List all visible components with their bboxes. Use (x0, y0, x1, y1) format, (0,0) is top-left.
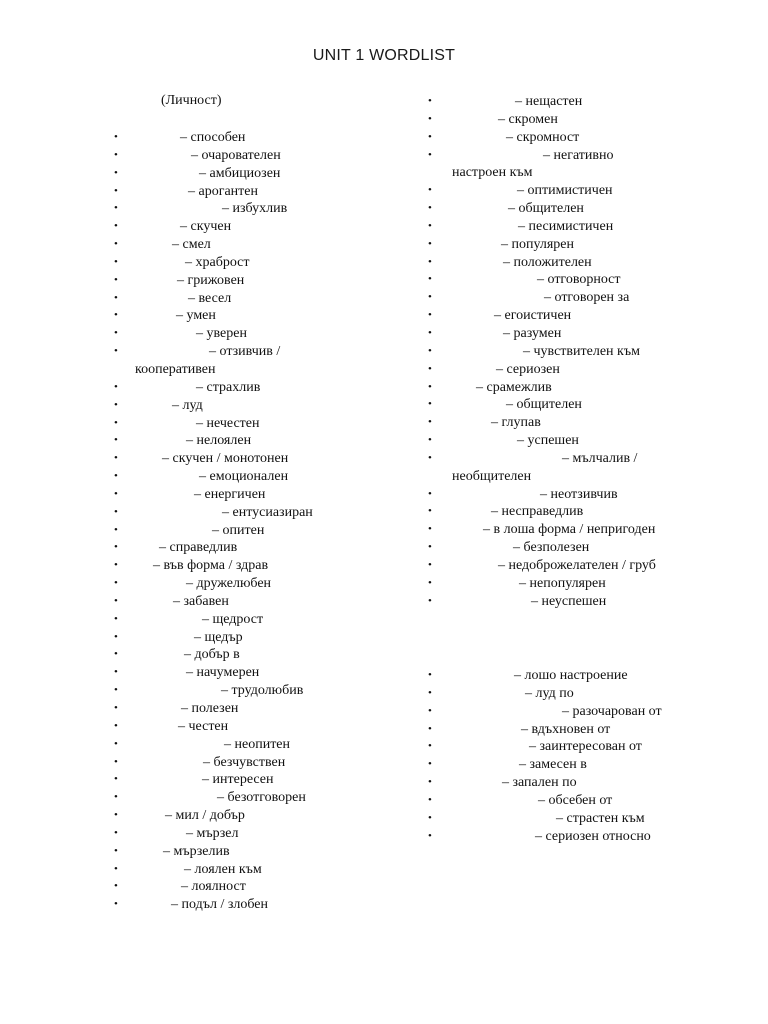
bullet-icon: • (114, 648, 118, 661)
list-item (428, 539, 768, 557)
list-item (114, 486, 434, 504)
bullet-icon: • (114, 505, 118, 518)
word-entry: – безотговорен (217, 790, 306, 806)
bullet-icon: • (428, 95, 432, 107)
bullet-icon: • (114, 809, 118, 822)
list-item (428, 575, 768, 593)
list-item (428, 271, 768, 289)
word-entry: – емоционален (199, 469, 289, 485)
word-entry: – опитен (212, 522, 265, 538)
list-item (114, 611, 434, 629)
word-entry: – сериозен относно (535, 828, 651, 844)
list-item (428, 379, 768, 397)
word-entry-continuation: настроен към (452, 165, 533, 181)
bullet-icon: • (114, 398, 118, 411)
bullet-icon: • (428, 202, 432, 215)
word-entry: – положителен (503, 254, 592, 270)
word-entry: – несправедлив (491, 504, 584, 520)
word-entry: – страхлив (196, 379, 261, 395)
word-entry: – страстен към (556, 810, 645, 826)
list-item (114, 896, 434, 914)
list-item (114, 700, 434, 718)
list-item (428, 828, 768, 846)
bullet-icon: • (114, 826, 118, 839)
word-entry: – обсебен от (538, 792, 613, 808)
word-entry: – вдъхновен от (521, 721, 611, 737)
word-entry: – успешен (517, 433, 579, 449)
word-entry: – безчувствен (203, 754, 286, 770)
list-item (428, 236, 768, 254)
bullet-icon: • (114, 184, 118, 197)
list-item (428, 756, 768, 774)
left-word-list (114, 129, 434, 914)
word-entry: – неотзивчив (540, 486, 618, 502)
word-entry-continuation: кооперативен (135, 361, 216, 377)
bullet-icon: • (428, 434, 432, 447)
word-entry: – срамежлив (476, 379, 552, 395)
bullet-icon: • (428, 811, 432, 824)
word-entry: – скучен (180, 219, 232, 235)
list-item (428, 200, 768, 218)
list-item (114, 129, 434, 147)
word-entry: – общителен (506, 397, 582, 413)
bullet-icon: • (114, 755, 118, 768)
word-entry-continuation: необщителен (452, 468, 532, 484)
bullet-icon: • (428, 686, 432, 699)
word-entry: – дружелюбен (186, 576, 272, 592)
bullet-icon: • (114, 898, 118, 911)
list-item (114, 504, 434, 522)
bullet-icon: • (114, 148, 118, 161)
bullet-icon: • (114, 523, 118, 536)
list-item (428, 343, 768, 361)
word-entry: – полезен (181, 701, 239, 716)
list-item (114, 468, 434, 486)
list-item (428, 593, 768, 611)
word-entry: – глупав (491, 415, 541, 431)
list-item (114, 183, 434, 201)
bullet-icon: • (114, 434, 118, 447)
bullet-icon: • (428, 380, 432, 393)
word-entry: – разочарован от (562, 703, 662, 719)
bullet-icon: • (428, 722, 432, 735)
list-item (428, 254, 768, 272)
word-entry: – уверен (196, 326, 247, 342)
bullet-icon: • (114, 559, 118, 572)
word-entry: – заинтересован от (529, 739, 642, 755)
bullet-icon: • (428, 576, 432, 589)
word-entry: – трудолюбив (221, 683, 304, 699)
bullet-icon: • (428, 669, 432, 681)
word-entry: – отговорен за (544, 290, 630, 306)
bullet-icon: • (428, 344, 432, 357)
bullet-icon: • (114, 630, 118, 643)
list-item (428, 361, 768, 379)
bullet-icon: • (428, 273, 432, 286)
list-item (428, 810, 768, 828)
list-item (428, 557, 768, 575)
bullet-icon: • (114, 737, 118, 750)
word-entry: – енергичен (194, 486, 266, 502)
word-entry: – оптимистичен (517, 183, 613, 199)
bullet-icon: • (114, 844, 118, 857)
bullet-icon: • (428, 255, 432, 268)
list-item (114, 254, 434, 272)
word-entry: – популярен (501, 236, 575, 252)
word-entry: – запален по (502, 775, 577, 791)
word-entry: – щедър (194, 629, 243, 645)
bullet-icon: • (114, 416, 118, 429)
bullet-icon: • (114, 202, 118, 215)
bullet-icon: • (428, 758, 432, 771)
bullet-icon: • (114, 791, 118, 804)
list-item (428, 685, 768, 703)
list-item (114, 861, 434, 879)
list-item (114, 415, 434, 433)
word-entry: – недоброжелателен / груб (498, 557, 656, 573)
word-entry: – във форма / здрав (153, 558, 269, 574)
list-item (114, 379, 434, 397)
word-entry: – лоялност (181, 879, 246, 895)
word-entry: – добър в (184, 647, 240, 663)
list-item (114, 789, 434, 807)
list-item (114, 307, 434, 325)
list-item (428, 93, 768, 111)
bullet-icon: • (428, 505, 432, 518)
bullet-icon: • (114, 309, 118, 322)
list-item (114, 771, 434, 789)
word-entry: – отзивчив / (209, 344, 281, 360)
bullet-icon: • (114, 702, 118, 714)
bullet-icon: • (428, 398, 432, 411)
bullet-icon: • (114, 238, 118, 251)
bullet-icon: • (114, 327, 118, 340)
bullet-icon: • (428, 594, 432, 607)
list-item (114, 200, 434, 218)
bullet-icon: • (114, 380, 118, 393)
list-item (114, 575, 434, 593)
list-item (114, 522, 434, 540)
word-entry: – лошо настроение (514, 668, 628, 683)
word-entry: – мил / добър (165, 808, 245, 824)
word-entry: – храброст (185, 254, 250, 270)
bullet-icon: • (428, 112, 432, 125)
word-entry: – егоистичен (494, 308, 572, 324)
word-entry: – неуспешен (531, 593, 607, 609)
list-item (428, 182, 768, 200)
bullet-icon: • (428, 558, 432, 571)
bullet-icon: • (428, 309, 432, 322)
bullet-icon: • (428, 416, 432, 429)
list-item (428, 325, 768, 343)
list-item (428, 703, 768, 721)
list-item (114, 165, 434, 183)
bullet-icon: • (428, 740, 432, 753)
word-entry: – лоялен към (184, 861, 262, 877)
list-item (114, 432, 434, 450)
bullet-icon: • (114, 666, 118, 679)
bullet-icon: • (114, 880, 118, 893)
list-item (114, 664, 434, 682)
bullet-icon: • (114, 470, 118, 483)
list-item (114, 343, 434, 379)
bullet-icon: • (114, 773, 118, 786)
list-item (114, 736, 434, 754)
word-entry: – негативно (543, 147, 614, 163)
bullet-icon: • (114, 273, 118, 286)
bullet-icon: • (428, 130, 432, 143)
word-entry: – смел (172, 237, 211, 253)
list-item (114, 843, 434, 861)
word-entry: – способен (180, 130, 246, 145)
bullet-icon: • (114, 487, 118, 500)
list-item (428, 414, 768, 432)
list-item (114, 878, 434, 896)
list-item (114, 236, 434, 254)
word-entry: – умен (176, 308, 216, 324)
list-item (428, 792, 768, 810)
bullet-icon: • (428, 219, 432, 232)
list-item (114, 629, 434, 647)
list-item (428, 774, 768, 792)
bullet-icon: • (114, 131, 118, 143)
word-entry: – нещастен (515, 94, 583, 109)
bullet-icon: • (114, 594, 118, 607)
list-item (428, 432, 768, 450)
bullet-icon: • (428, 829, 432, 842)
word-entry: – нечестен (196, 415, 260, 431)
word-entry: – мързелив (163, 843, 230, 859)
list-item (428, 738, 768, 756)
word-entry: – скучен / монотонен (162, 451, 289, 467)
word-entry: – мълчалив / (562, 450, 638, 466)
word-entry: – разумен (503, 325, 562, 341)
bullet-icon: • (114, 291, 118, 304)
list-item (428, 218, 768, 236)
list-item (114, 397, 434, 415)
bullet-icon: • (428, 148, 432, 161)
list-item (114, 754, 434, 772)
list-item (114, 825, 434, 843)
bullet-icon: • (428, 237, 432, 250)
list-item (114, 682, 434, 700)
word-entry: – скромност (506, 129, 580, 145)
word-entry: – забавен (173, 593, 229, 609)
bullet-icon: • (114, 345, 118, 358)
bullet-icon: • (428, 776, 432, 789)
word-entry: – замесен в (519, 757, 587, 773)
word-entry: – луд (172, 397, 203, 413)
bullet-icon: • (114, 541, 118, 554)
bullet-icon: • (428, 793, 432, 806)
list-item (428, 450, 768, 486)
word-entry: – арогантен (188, 183, 258, 199)
list-item (428, 521, 768, 539)
word-entry: – интересен (202, 772, 274, 788)
word-entry: – весел (188, 290, 232, 306)
word-entry: – честен (178, 718, 229, 734)
list-item (428, 486, 768, 504)
word-entry: – песимистичен (518, 218, 614, 234)
list-item (114, 557, 434, 575)
word-entry: – справедлив (159, 540, 238, 556)
bullet-icon: • (428, 704, 432, 717)
word-entry: – нелоялен (186, 433, 252, 449)
list-item (428, 396, 768, 414)
list-item (428, 147, 768, 183)
word-entry: – отговорност (537, 272, 621, 288)
word-entry: – грижовен (177, 272, 245, 288)
list-item (114, 450, 434, 468)
bullet-icon: • (428, 541, 432, 554)
word-entry: – непопулярен (519, 575, 606, 591)
list-item (114, 147, 434, 165)
list-item (114, 539, 434, 557)
word-entry: – подъл / злобен (171, 897, 268, 913)
bullet-icon: • (114, 577, 118, 590)
bullet-icon: • (428, 451, 432, 464)
word-entry: – сериозен (496, 361, 560, 377)
list-item (428, 307, 768, 325)
bullet-icon: • (114, 166, 118, 179)
list-item (114, 272, 434, 290)
bullet-icon: • (114, 220, 118, 233)
word-entry: – начумерен (186, 665, 260, 681)
word-entry: – амбициозен (199, 165, 281, 181)
bullet-icon: • (428, 326, 432, 339)
list-item (428, 503, 768, 521)
bullet-icon: • (428, 487, 432, 500)
word-entry: – скромен (498, 111, 558, 127)
bullet-icon: • (428, 184, 432, 197)
list-item (114, 290, 434, 308)
page-title: UNIT 1 WORDLIST (312, 47, 456, 64)
right-word-list-feelings (428, 667, 768, 845)
bullet-icon: • (114, 612, 118, 625)
bullet-icon: • (114, 255, 118, 268)
word-entry: – мързел (186, 825, 239, 841)
word-entry: – луд по (525, 685, 574, 701)
list-item (428, 129, 768, 147)
list-item (428, 667, 768, 685)
list-item (428, 289, 768, 307)
word-entry: – ентусиазиран (222, 504, 313, 520)
bullet-icon: • (114, 719, 118, 732)
word-entry: – в лоша форма / непригоден (483, 522, 656, 538)
word-entry: – чувствителен към (523, 343, 640, 359)
list-item (114, 646, 434, 664)
right-word-list (428, 93, 768, 610)
bullet-icon: • (428, 523, 432, 536)
list-item (114, 218, 434, 236)
section-heading-personality: (Личност) (161, 93, 222, 108)
word-entry: – избухлив (222, 201, 288, 217)
bullet-icon: • (428, 362, 432, 375)
word-entry: – очарователен (191, 147, 281, 163)
word-entry: – щедрост (202, 611, 264, 627)
list-item (114, 807, 434, 825)
list-item (428, 721, 768, 739)
list-item (114, 593, 434, 611)
list-item (428, 111, 768, 129)
bullet-icon: • (114, 862, 118, 875)
bullet-icon: • (114, 684, 118, 697)
list-item (114, 718, 434, 736)
bullet-icon: • (428, 291, 432, 304)
word-entry: – безполезен (513, 540, 590, 556)
bullet-icon: • (114, 452, 118, 465)
word-entry: – общителен (508, 201, 584, 217)
word-entry: – неопитен (224, 736, 291, 752)
list-item (114, 325, 434, 343)
